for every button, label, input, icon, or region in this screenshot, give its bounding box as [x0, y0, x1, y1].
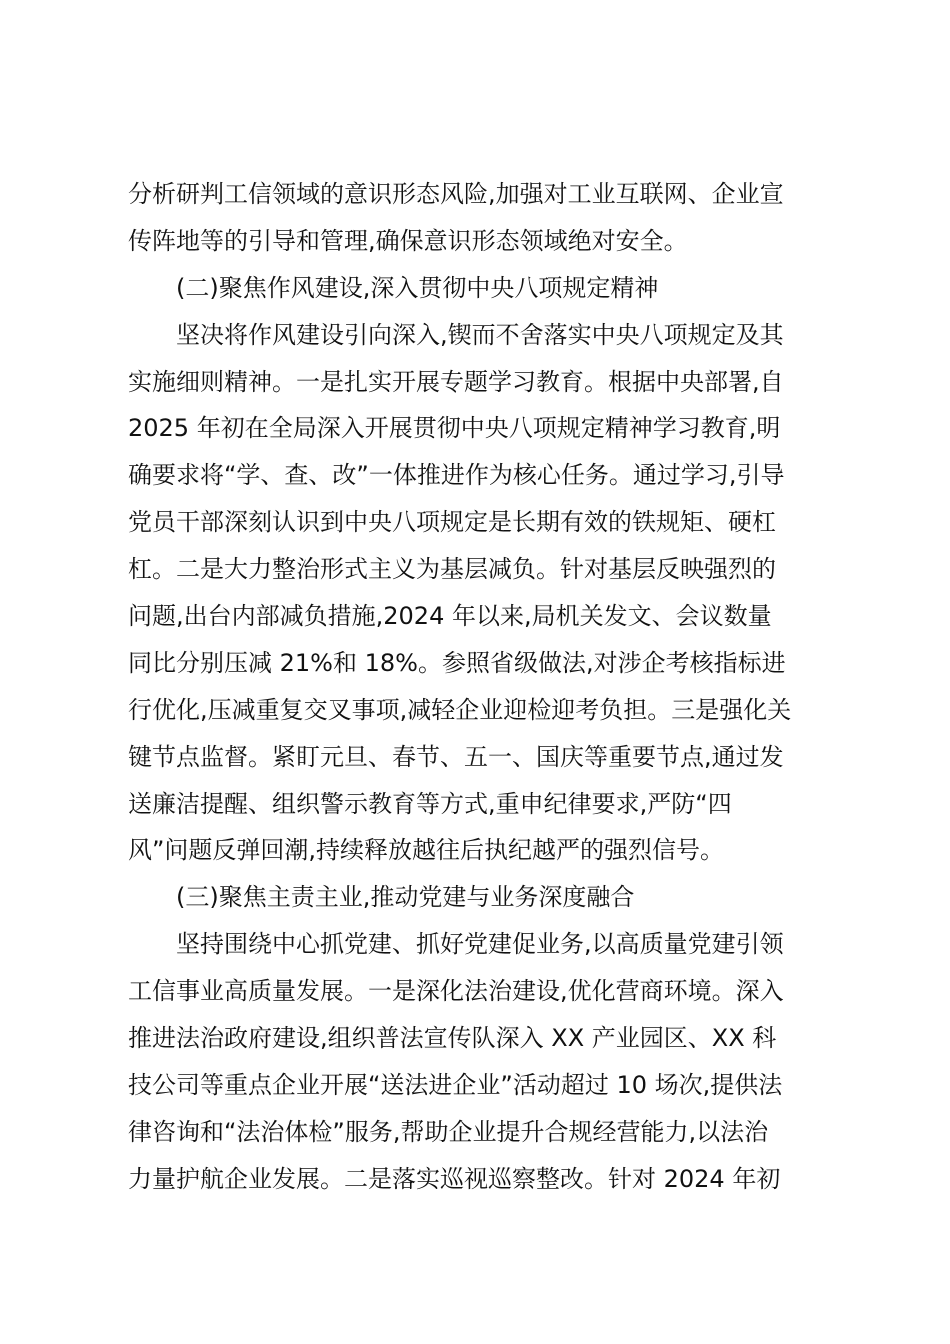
paragraph-line: 同比分别压减 21%和 18%。参照省级做法,对涉企考核指标进 — [128, 648, 786, 677]
paragraph-line: 传阵地等的引导和管理,确保意识形态领域绝对安全。 — [128, 226, 688, 255]
paragraph-line: 党员干部深刻认识到中央八项规定是长期有效的铁规矩、硬杠 — [128, 508, 776, 537]
paragraph-line: 2025 年初在全局深入开展贯彻中央八项规定精神学习教育,明 — [128, 414, 781, 443]
paragraph-line: 工信事业高质量发展。一是深化法治建设,优化营商环境。深入 — [128, 977, 784, 1006]
paragraph-line-indented: (二)聚焦作风建设,深入贯彻中央八项规定精神 — [176, 273, 659, 302]
body-text — [128, 171, 828, 1203]
paragraph-line: 律咨询和“法治体检”服务,帮助企业提升合规经营能力,以法治 — [128, 1117, 769, 1146]
paragraph-line-indented: 坚决将作风建设引向深入,锲而不舍落实中央八项规定及其 — [176, 320, 784, 349]
paragraph-line: 确要求将“学、查、改”一体推进作为核心任务。通过学习,引导 — [128, 461, 785, 490]
paragraph-line-indented: (三)聚焦主责主业,推动党建与业务深度融合 — [176, 883, 635, 912]
paragraph-line: 实施细则精神。一是扎实开展专题学习教育。根据中央部署,自 — [128, 367, 784, 396]
paragraph-line: 行优化,压减重复交叉事项,减轻企业迎检迎考负担。三是强化关 — [128, 695, 792, 724]
paragraph-line: 问题,出台内部减负措施,2024 年以来,局机关发文、会议数量 — [128, 602, 772, 631]
paragraph-line: 送廉洁提醒、组织警示教育等方式,重申纪律要求,严防“四 — [128, 789, 732, 818]
paragraph-line: 分析研判工信领域的意识形态风险,加强对工业互联网、企业宣 — [128, 180, 784, 208]
paragraph-line-indented: 坚持围绕中心抓党建、抓好党建促业务,以高质量党建引领 — [176, 930, 784, 959]
paragraph-line: 键节点监督。紧盯元旦、春节、五一、国庆等重要节点,通过发 — [128, 742, 784, 771]
paragraph-line: 力量护航企业发展。二是落实巡视巡察整改。针对 2024 年初 — [128, 1164, 781, 1193]
paragraph-line: 杠。二是大力整治形式主义为基层减负。针对基层反映强烈的 — [128, 555, 776, 584]
paragraph-line: 技公司等重点企业开展“送法进企业”活动超过 10 场次,提供法 — [128, 1070, 783, 1099]
paragraph-line: 风”问题反弹回潮,持续释放越往后执纪越严的强烈信号。 — [128, 836, 725, 865]
paragraph-line: 推进法治政府建设,组织普法宣传队深入 XX 产业园区、XX 科 — [128, 1024, 777, 1053]
